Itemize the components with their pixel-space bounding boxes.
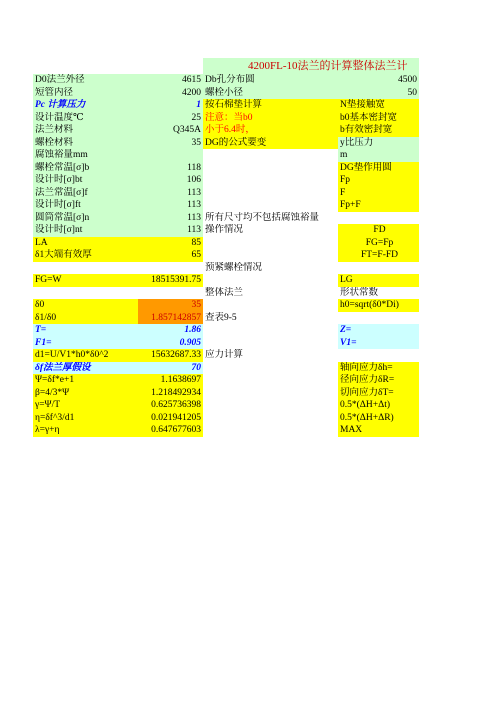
cell-col-c[interactable]	[338, 149, 419, 162]
cell-col-c[interactable]	[338, 399, 419, 412]
cell-value: 1.218492934	[151, 387, 201, 398]
cell-col-b[interactable]	[203, 312, 338, 325]
cell-value: 15632687.33	[151, 350, 201, 360]
cell-col-b[interactable]	[203, 362, 338, 375]
cell-col-b[interactable]	[203, 262, 338, 275]
table-row	[33, 287, 419, 300]
cell-label: Db孔分布圆	[205, 75, 255, 85]
table-row	[33, 324, 419, 337]
cell-label: 形状常数	[340, 287, 379, 298]
cell-value: 4200	[182, 87, 201, 98]
cell-label: Fp	[340, 175, 351, 185]
cell-col-b[interactable]	[203, 224, 338, 237]
cell-col-c[interactable]	[338, 287, 419, 300]
table-row	[33, 212, 419, 225]
cell-value: 4500	[398, 75, 417, 85]
cell-col-a[interactable]	[33, 324, 203, 337]
cell-label: δ0	[35, 300, 45, 310]
cell-col-b[interactable]	[203, 162, 338, 175]
cell-label: FD	[373, 225, 386, 235]
cell-col-b[interactable]	[203, 174, 338, 187]
cell-label: 小于6.4时，	[205, 125, 255, 135]
cell-col-a[interactable]	[33, 337, 203, 350]
cell-label: δ1/δ0	[35, 312, 57, 323]
cell-label: 应力计算	[205, 350, 244, 360]
table-row	[33, 149, 419, 162]
cell-col-a[interactable]	[33, 299, 203, 312]
cell-value: 113	[187, 200, 201, 210]
cell-value: 0.647677603	[151, 425, 201, 435]
cell-label: 轴向应力δh=	[340, 362, 393, 373]
cell-col-a[interactable]	[33, 112, 203, 125]
cell-col-c[interactable]	[338, 237, 419, 250]
cell-label: b0基本密封宽	[340, 112, 398, 123]
table-row	[33, 387, 419, 400]
cell-col-a[interactable]	[33, 237, 203, 250]
cell-label: F1=	[35, 337, 52, 348]
cell-col-c[interactable]	[338, 349, 419, 362]
sheet-title: 4200FL-10法兰的计算整体法兰计	[248, 60, 408, 72]
cell-value: 0.905	[179, 337, 201, 348]
cell-col-c[interactable]	[338, 324, 419, 337]
cell-col-a[interactable]	[33, 387, 203, 400]
table-row	[33, 274, 419, 287]
table-row	[33, 124, 419, 137]
cell-label: 整体法兰	[205, 287, 244, 298]
cell-col-c[interactable]	[338, 162, 419, 175]
cell-label: λ=γ+η	[35, 425, 60, 435]
cell-col-c[interactable]	[338, 124, 419, 137]
cell-label: h0=sqrt(δ0*Di)	[340, 300, 399, 310]
cell-col-a[interactable]	[33, 187, 203, 200]
cell-col-a[interactable]	[33, 287, 203, 300]
cell-value: 50	[407, 87, 417, 98]
table-row	[33, 337, 419, 350]
cell-col-c[interactable]	[338, 137, 419, 150]
cell-label: 注意：当b0	[205, 112, 253, 123]
cell-col-a[interactable]	[33, 399, 203, 412]
cell-value: 35	[138, 299, 203, 312]
cell-col-a[interactable]	[33, 274, 203, 287]
table-row	[33, 137, 419, 150]
cell-col-b[interactable]	[203, 249, 338, 262]
cell-col-b[interactable]	[203, 349, 338, 362]
cell-col-a[interactable]	[33, 199, 203, 212]
cell-label: 螺栓小径	[205, 87, 244, 98]
cell-value: 1.857142857	[138, 312, 203, 325]
cell-value: 70	[191, 362, 201, 373]
cell-col-a[interactable]	[33, 87, 203, 100]
cell-label: 法兰材料	[35, 125, 74, 135]
cell-label: V1=	[340, 337, 357, 348]
cell-col-b[interactable]	[203, 199, 338, 212]
cell-col-c[interactable]	[338, 299, 419, 312]
table-row	[33, 349, 419, 362]
cell-label: 圆筒常温[σ]n	[35, 212, 90, 223]
cell-col-b[interactable]	[203, 324, 338, 337]
cell-col-b[interactable]	[203, 149, 338, 162]
cell-col-b[interactable]	[203, 237, 338, 250]
table-row	[33, 224, 419, 237]
cell-col-c[interactable]	[338, 262, 419, 275]
cell-col-c[interactable]	[338, 312, 419, 325]
cell-value: 35	[191, 137, 201, 148]
table-row	[33, 99, 419, 112]
table-row	[33, 249, 419, 262]
cell-label: d1=U/V1*h0*δ0^2	[35, 350, 109, 360]
cell-col-b[interactable]	[203, 112, 338, 125]
cell-col-c[interactable]	[338, 187, 419, 200]
cell-value: 113	[187, 187, 201, 198]
cell-col-b[interactable]	[203, 187, 338, 200]
cell-label: LA	[35, 237, 48, 248]
cell-value: 113	[187, 212, 201, 223]
cell-col-c[interactable]	[338, 112, 419, 125]
table-row	[33, 87, 419, 100]
cell-label: β=4/3*Ψ	[35, 387, 70, 398]
table-row	[33, 187, 419, 200]
cell-value: 118	[187, 162, 201, 173]
cell-col-c[interactable]	[338, 174, 419, 187]
table-row	[33, 74, 419, 87]
cell-label: LG	[340, 275, 353, 285]
cell-label: FT=F-FD	[360, 250, 399, 260]
cell-value: 85	[191, 237, 201, 248]
cell-label: D0法兰外径	[35, 75, 85, 85]
cell-value: 113	[187, 225, 201, 235]
table-row	[33, 237, 419, 250]
table-row	[33, 399, 419, 412]
table-row	[33, 362, 419, 375]
cell-label: F	[340, 187, 346, 198]
cell-label: 螺栓常温[σ]b	[35, 162, 90, 173]
cell-col-c[interactable]	[338, 337, 419, 350]
cell-label: 设计温度℃	[35, 112, 84, 123]
cell-label: FG=Fp	[365, 237, 394, 248]
cell-label: 预紧螺栓情况	[205, 262, 263, 273]
cell-col-b[interactable]	[203, 87, 419, 100]
cell-label: 设计时[σ]nt	[35, 225, 83, 235]
cell-col-a[interactable]	[33, 124, 203, 137]
cell-label: Ψ=δf*e+1	[35, 375, 75, 385]
cell-label: Z=	[340, 325, 352, 335]
cell-value: Q345A	[173, 125, 201, 135]
cell-value: 18515391.75	[151, 275, 201, 285]
table-row	[33, 424, 419, 437]
cell-label: γ=Ψ/T	[35, 400, 61, 410]
cell-col-a[interactable]	[33, 99, 203, 112]
cell-col-b[interactable]	[203, 287, 338, 300]
cell-col-a[interactable]	[33, 424, 203, 437]
cell-label: 腐蚀裕量mm	[35, 150, 88, 160]
cell-col-b[interactable]	[203, 424, 338, 437]
cell-col-c[interactable]	[338, 99, 419, 112]
cell-label: Fp+F	[340, 200, 361, 210]
cell-col-a[interactable]	[33, 374, 203, 387]
cell-col-a[interactable]	[33, 137, 203, 150]
cell-col-b[interactable]	[203, 412, 338, 425]
cell-label: m	[340, 150, 348, 160]
table-row	[33, 199, 419, 212]
cell-col-b[interactable]	[203, 399, 338, 412]
cell-label: 设计时[σ]bt	[35, 175, 83, 185]
cell-col-c[interactable]	[338, 412, 419, 425]
cell-value: 4615	[182, 75, 201, 85]
cell-label: δ1大端有效厚	[35, 250, 92, 260]
cell-value: 1.86	[184, 325, 201, 335]
cell-col-c[interactable]	[338, 387, 419, 400]
cell-value: 106	[186, 175, 201, 185]
cell-col-a[interactable]	[33, 412, 203, 425]
table-row	[33, 312, 419, 325]
cell-col-a[interactable]	[33, 312, 203, 325]
cell-col-a[interactable]	[33, 162, 203, 175]
cell-col-b[interactable]	[203, 137, 338, 150]
cell-label: 操作情况	[205, 225, 244, 235]
cell-col-b[interactable]	[203, 374, 338, 387]
cell-label: 螺栓材料	[35, 137, 74, 148]
table-row	[33, 174, 419, 187]
cell-label: 法兰常温[σ]f	[35, 187, 88, 198]
cell-col-a[interactable]	[33, 212, 203, 225]
cell-col-a[interactable]	[33, 149, 203, 162]
cell-col-c[interactable]	[338, 274, 419, 287]
cell-label: 设计时[σ]ft	[35, 200, 81, 210]
cell-label: DG垫作用圆	[340, 162, 392, 173]
cell-label: 切向应力δT=	[340, 387, 394, 398]
cell-label: y比压力	[340, 137, 374, 148]
cell-label: b有效密封宽	[340, 125, 393, 135]
cell-label: MAX	[340, 425, 363, 435]
cell-label: η=δf^3/d1	[35, 412, 75, 423]
spreadsheet	[33, 58, 419, 437]
cell-value: 1	[196, 100, 201, 110]
cell-col-c[interactable]	[338, 224, 419, 237]
cell-col-b[interactable]	[203, 124, 338, 137]
table-row	[33, 162, 419, 175]
cell-col-a[interactable]	[33, 174, 203, 187]
table-row	[33, 262, 419, 275]
cell-col-b[interactable]	[203, 337, 338, 350]
cell-col-a[interactable]	[33, 74, 203, 87]
cell-col-a[interactable]	[33, 362, 203, 375]
cell-col-b[interactable]	[203, 99, 338, 112]
table-row	[33, 112, 419, 125]
cell-col-b[interactable]	[203, 74, 419, 87]
cell-col-a[interactable]	[33, 249, 203, 262]
cell-label: 所有尺寸均不包括腐蚀裕量	[205, 212, 320, 223]
cell-value: 0.625736398	[151, 400, 201, 410]
cell-col-c[interactable]	[338, 249, 419, 262]
cell-col-b[interactable]	[203, 274, 338, 287]
cell-label: T=	[35, 325, 47, 335]
cell-value: 0.021941205	[151, 412, 201, 423]
cell-label: 0.5*(ΔH+ΔR)	[340, 412, 394, 423]
cell-label: DG的公式要变	[205, 137, 267, 148]
cell-col-c[interactable]	[338, 424, 419, 437]
table-row	[33, 299, 419, 312]
cell-col-a[interactable]	[33, 224, 203, 237]
cell-label: 径向应力δR=	[340, 375, 395, 385]
cell-col-a[interactable]	[33, 262, 203, 275]
cell-col-b[interactable]	[203, 299, 338, 312]
cell-col-c[interactable]	[338, 212, 419, 225]
cell-col-c[interactable]	[338, 374, 419, 387]
cell-value: 65	[191, 250, 201, 260]
cell-label: 按石棉垫计算	[205, 100, 263, 110]
cell-col-c[interactable]	[338, 362, 419, 375]
cell-label: 0.5*(ΔH+Δt)	[340, 400, 391, 410]
cell-label: Pc 计算压力	[35, 100, 86, 110]
cell-col-c[interactable]	[338, 199, 419, 212]
cell-label: δf法兰厚假设	[35, 362, 91, 373]
cell-value: 25	[191, 112, 201, 123]
cell-label: FG=W	[35, 275, 62, 285]
table-row	[33, 374, 419, 387]
table-row	[33, 412, 419, 425]
cell-col-b[interactable]	[203, 212, 338, 225]
cell-label: 短管内径	[35, 87, 74, 98]
cell-label: 查表9-5	[205, 312, 237, 323]
cell-col-b[interactable]	[203, 387, 338, 400]
cell-col-a[interactable]	[33, 349, 203, 362]
cell-value: 1.1638697	[160, 375, 201, 385]
cell-label: N垫接触宽	[340, 100, 385, 110]
